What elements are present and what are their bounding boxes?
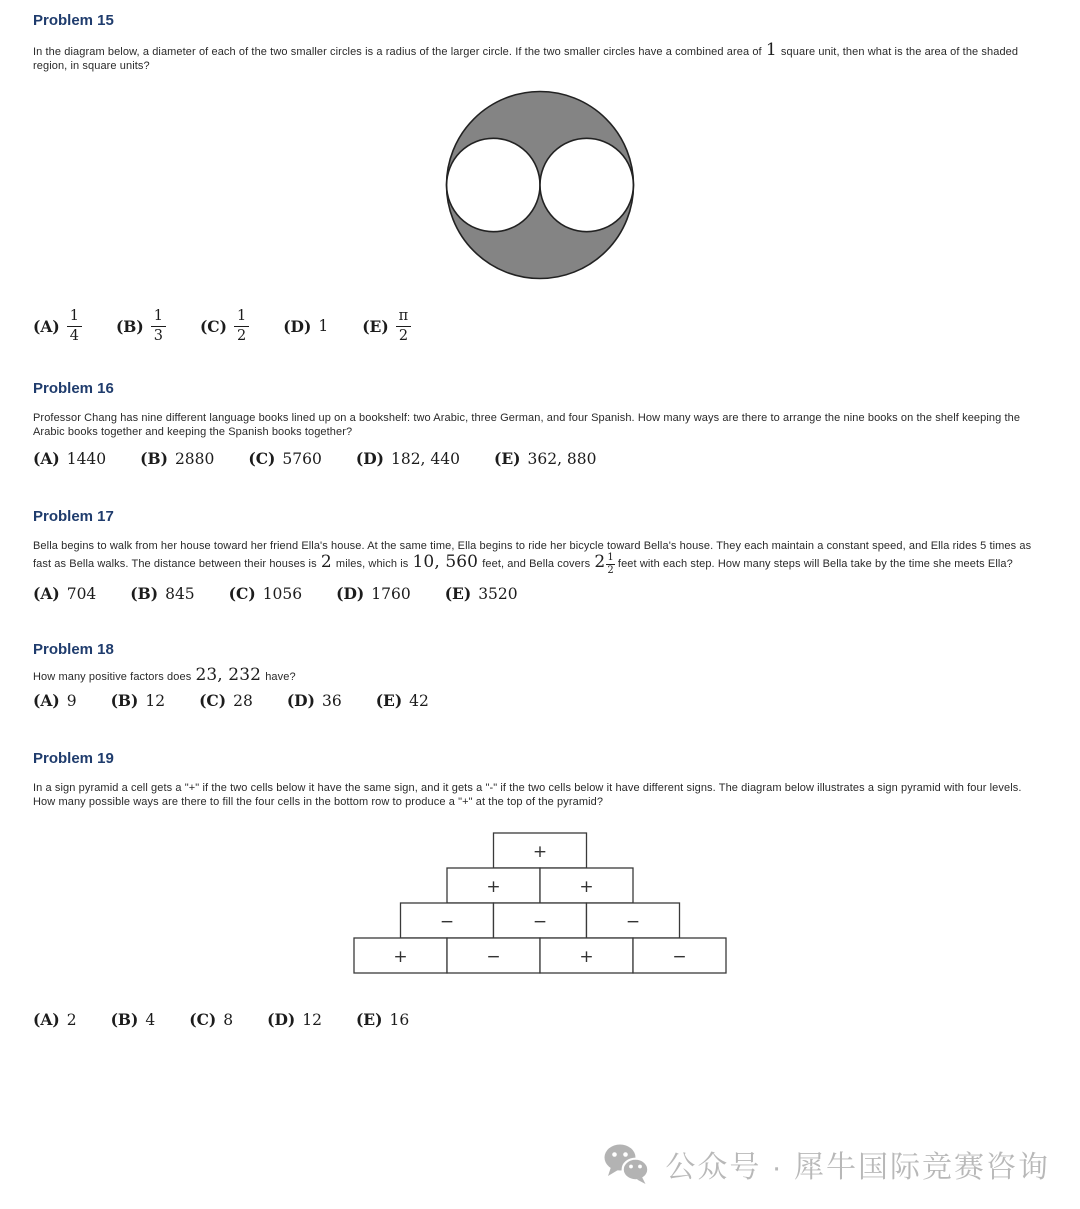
choice-A: [33, 449, 106, 468]
choice-value: 42: [409, 691, 429, 710]
choice-label: (E): [375, 691, 403, 711]
problem-19-text: In a sign pyramid a cell gets a "+" if the two cells below it have the same sign, and it gets a "-" if the two cells below it have different signs. The diagram below illustrates a sign pyramid with four levels. How many possible ways are there to fill the four cells in the bottom row to produce a "+" at the top of the pyramid?: [33, 782, 1022, 809]
sign-pyramid-diagram: [33, 831, 1046, 980]
circles-diagram: [33, 87, 1046, 288]
choice-label: (A): [33, 584, 60, 604]
problem-16-text: Professor Chang has nine different language books lined up on a bookshelf: two Arabic, three German, and four Spanish. How many ways are there to arrange the nine books on the shelf keeping the Arabic books together and keeping the Spanish books together?: [33, 412, 1021, 439]
watermark: [603, 1142, 1050, 1186]
problem-15-title: Problem 15: [33, 12, 114, 29]
problem-18-title: Problem 18: [33, 641, 114, 659]
wechat-icon: [603, 1143, 651, 1185]
problem-17: [33, 508, 1046, 603]
text-segment: Bella begins to walk from her house toward her friend Ella's house. At the same time, Ella begins to ride her bicycle toward Bella's house. They each maintain a constant speed, and Ella rides 5 times as fast as Bella walks. The distance between their houses is: [33, 540, 1032, 571]
choice-B: [111, 1010, 156, 1029]
choice-value: 182, 440: [390, 449, 460, 468]
choice-label: (A): [33, 316, 60, 336]
choice-C: [248, 449, 321, 468]
choice-label: (E): [494, 449, 521, 469]
text-segment: In the diagram below, a diameter of each of the two smaller circles is a radius of the larger circle. If the two smaller circles have a combined area of: [33, 46, 765, 58]
numerator: π: [396, 308, 412, 327]
choice-D: [287, 691, 342, 710]
choice-A: [33, 584, 96, 603]
choice-label: (A): [33, 1010, 60, 1030]
numerator: 1: [607, 552, 614, 564]
choice-A: [33, 308, 82, 344]
choice-label: (A): [33, 691, 60, 711]
choice-C: [200, 308, 249, 344]
fraction: [234, 308, 249, 344]
choice-value: 1440: [66, 449, 107, 468]
choice-value: 2880: [174, 449, 215, 468]
choice-B: [140, 449, 214, 468]
choice-value: 3520: [478, 584, 518, 603]
choice-label: (B): [130, 584, 159, 604]
problem-18-choices: [33, 691, 1046, 710]
pyramid-sign: +: [578, 877, 594, 898]
choice-C: [199, 691, 253, 710]
choice-A: [33, 691, 77, 710]
choice-label: (B): [110, 691, 139, 711]
numerator: 1: [234, 308, 249, 327]
choice-E: [445, 584, 518, 603]
numerator: 1: [67, 308, 82, 327]
choice-label: (E): [355, 1010, 383, 1030]
choice-value: 1056: [262, 584, 303, 603]
choice-label: (D): [286, 691, 315, 711]
choice-label: (C): [189, 1010, 217, 1030]
choice-value: 4: [145, 1010, 156, 1029]
choice-E: [362, 308, 411, 344]
choice-C: [229, 584, 302, 603]
sign-pyramid-figure: [352, 831, 728, 975]
inline-math: 1: [765, 40, 777, 60]
choice-label: (E): [362, 316, 389, 336]
fraction: [396, 308, 412, 344]
text-segment: have?: [262, 671, 296, 684]
choice-label: (D): [283, 316, 312, 336]
choice-value: 12: [145, 691, 166, 710]
mixed-number-fraction: [606, 553, 614, 576]
problem-17-choices: [33, 584, 1046, 603]
problem-18-text: [33, 665, 1046, 686]
denominator: 2: [607, 565, 614, 577]
choice-label: (A): [33, 449, 60, 469]
choice-value: 12: [302, 1010, 322, 1029]
choice-D: [356, 449, 460, 468]
inline-math: 23, 232: [195, 665, 262, 686]
problem-19: [33, 750, 1046, 1029]
choice-D: [283, 317, 328, 336]
problem-17-text: [33, 539, 1046, 576]
choice-value: 8: [223, 1010, 234, 1029]
problem-16: [33, 380, 1046, 468]
choice-E: [356, 1010, 409, 1029]
choice-value: 362, 880: [527, 449, 597, 468]
pyramid-sign: +: [532, 842, 547, 863]
pyramid-sign: −: [485, 947, 501, 968]
pyramid-sign: +: [485, 877, 501, 898]
choice-label: (B): [140, 449, 168, 469]
denominator: 3: [153, 327, 163, 344]
mixed-number-whole: 2: [594, 552, 606, 573]
choice-label: (B): [110, 1010, 139, 1030]
choice-E: [494, 449, 597, 468]
choice-label: (D): [355, 449, 384, 469]
choice-value: 1760: [371, 584, 411, 603]
shaded-circles-figure: [440, 87, 640, 283]
choice-B: [111, 691, 166, 710]
choice-label: (C): [248, 449, 276, 469]
choice-label: (C): [199, 316, 227, 336]
pyramid-sign: +: [578, 947, 594, 968]
choice-value: 2: [66, 1010, 77, 1029]
problem-19-title: Problem 19: [33, 750, 114, 768]
choice-value: 1: [318, 317, 329, 336]
fraction: [151, 308, 166, 344]
problem-19-choices: [33, 1010, 1046, 1029]
choice-B: [116, 308, 166, 344]
numerator: 1: [151, 308, 166, 327]
choice-D: [267, 1010, 322, 1029]
choice-value: 9: [66, 691, 77, 710]
inline-math: 2: [320, 552, 332, 573]
text-segment: How many positive factors does: [33, 671, 195, 684]
denominator: 2: [398, 327, 409, 344]
problem-15-choices: [33, 308, 1046, 344]
pyramid-sign: −: [532, 912, 547, 933]
choice-label: (B): [115, 316, 144, 336]
problem-16-choices: [33, 449, 1046, 468]
text-segment: feet with each step. How many steps will Bella take by the time she meets Ella?: [614, 558, 1013, 571]
left-small-circle: [446, 138, 539, 231]
choice-value: 36: [321, 691, 342, 710]
problem-15-text: [33, 40, 1046, 73]
text-segment: square unit, then what is the area of the shaded region, in square units?: [33, 46, 1019, 72]
text-segment: miles, which is: [332, 558, 412, 571]
denominator: 2: [236, 327, 247, 344]
choice-value: 5760: [282, 449, 322, 468]
pyramid-sign: −: [625, 912, 640, 933]
pyramid-sign: −: [671, 947, 687, 968]
choice-D: [336, 584, 411, 603]
right-small-circle: [540, 138, 633, 231]
choice-label: (D): [336, 584, 365, 604]
choice-value: 28: [233, 691, 253, 710]
pyramid-sign: +: [392, 947, 408, 968]
choice-B: [130, 584, 194, 603]
choice-E: [376, 691, 429, 710]
denominator: 4: [69, 327, 79, 344]
problem-15: [33, 12, 1046, 344]
choice-label: (C): [199, 691, 227, 711]
choice-label: (D): [267, 1010, 296, 1030]
inline-math: 10, 560: [412, 552, 479, 573]
choice-value: 845: [165, 584, 195, 603]
watermark-text: 公众号 · 犀牛国际竞赛咨询: [665, 1151, 1050, 1184]
choice-label: (E): [444, 584, 472, 604]
pyramid-sign: −: [439, 912, 454, 933]
choice-value: 704: [66, 584, 97, 603]
choice-A: [33, 1010, 77, 1029]
text-segment: feet, and Bella covers: [479, 558, 594, 571]
problem-17-title: Problem 17: [33, 508, 114, 526]
problem-16-title: Problem 16: [33, 380, 114, 398]
choice-value: 16: [389, 1010, 410, 1029]
choice-C: [189, 1010, 233, 1029]
choice-label: (C): [228, 584, 256, 604]
fraction: [67, 308, 82, 344]
problem-18: [33, 641, 1046, 710]
